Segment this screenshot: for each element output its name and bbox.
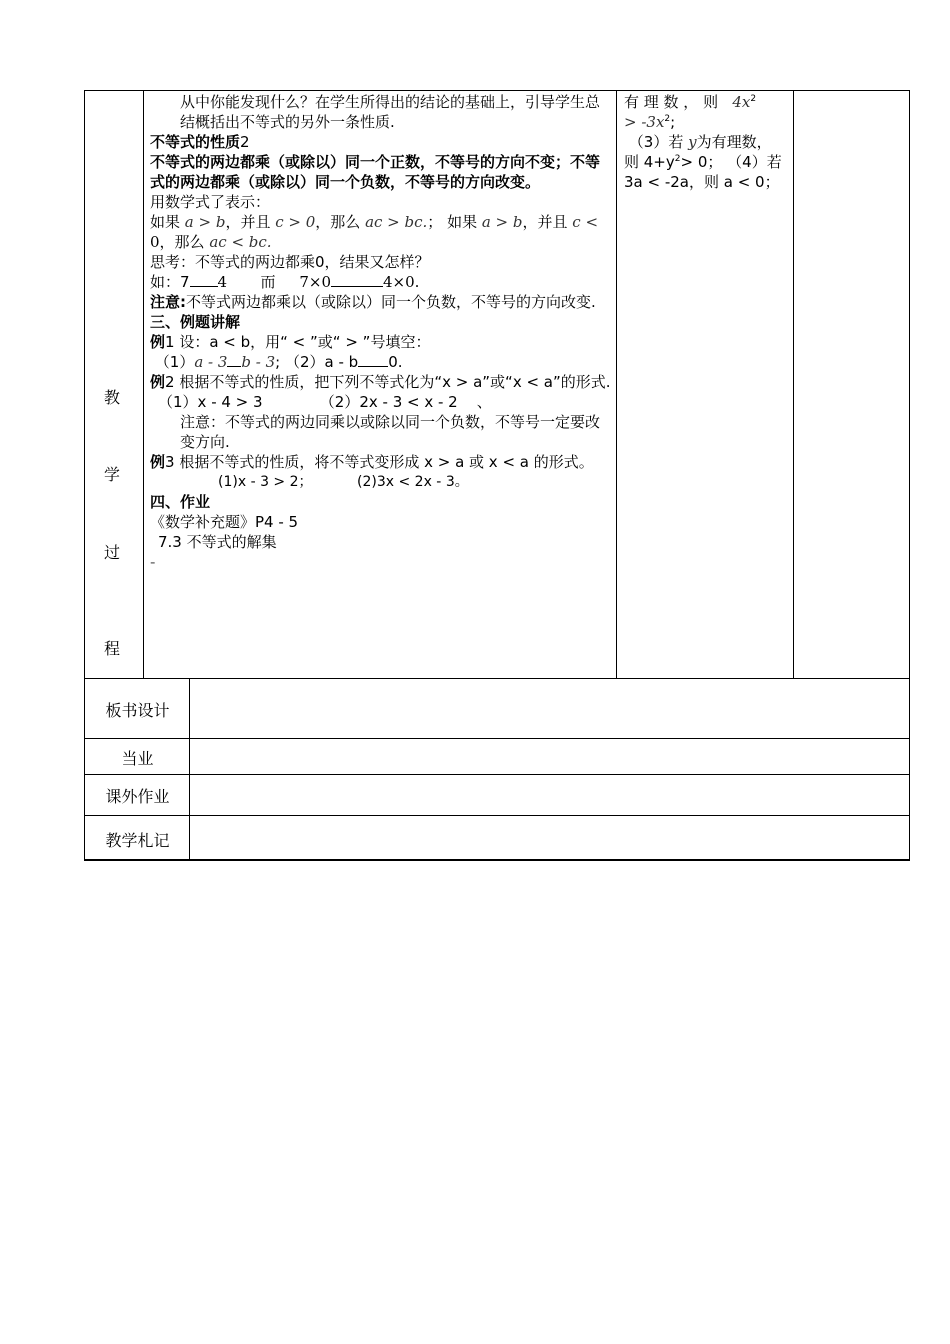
right-line-2-expr: > -3x (624, 113, 665, 131)
right-line-4-end: > 0； （4）若 (680, 153, 782, 171)
side-label-char-3: 过 (104, 543, 121, 562)
example-2-text: 2 根据不等式的性质，把下列不等式化为“x > a”或“x < a”的形式. (165, 373, 611, 391)
row-label-dangye: 当业 (121, 749, 154, 768)
right-line-5: 3a < -2a，则 a < 0； (624, 173, 780, 191)
example-2-label: 例 (150, 373, 166, 391)
example-2 (150, 372, 612, 392)
right-line-3 (624, 132, 788, 152)
homework-ref: 《数学补充题》P4 - 5 (150, 513, 299, 531)
right-line-3-end: 为有理数， (696, 133, 772, 151)
formula-a-gt-b: a > b (184, 213, 226, 231)
formula-intro: 用数学式了表示： (150, 193, 271, 211)
divider-label-col (143, 91, 144, 678)
divider-right-extra (793, 91, 794, 678)
example-3-items: (1)x - 3 > 2； (2)3x < 2x - 3。 (218, 474, 469, 490)
example-1-item-2: ; （2）a - b (275, 353, 359, 371)
teaching-process-content (150, 92, 612, 572)
example-3-label: 例 (150, 453, 166, 471)
intro-paragraph: 从中你能发现什么？在学生所得出的结论的基础上，引导学生总结概括出不等式的另外一条性质. (180, 93, 601, 131)
divider-main-right (616, 91, 617, 678)
example-1-text: 1 设：a < b，用“ < ”或“ > ”号填空： (165, 333, 431, 351)
example-er: 而 (260, 273, 276, 291)
formula-text-4: ； 如果 (427, 213, 482, 231)
row-label-board-design: 板书设计 (105, 701, 170, 720)
example-3 (150, 452, 612, 472)
divider-row-3 (85, 774, 909, 775)
right-line-4-text: 则 4+y (624, 153, 675, 171)
blank-3 (227, 352, 241, 367)
property-title-text: 不等式的性质 (150, 133, 241, 151)
row-label-teaching-notes: 教学札记 (105, 831, 170, 850)
example-1-item-1-num: （1） (154, 353, 195, 371)
property-number: 2 (240, 133, 250, 151)
note-label: 注意: (150, 293, 186, 311)
section-3-title: 三、例题讲解 (150, 313, 241, 331)
trailing-dash: - (150, 553, 156, 571)
formula-zero: 0 (150, 233, 160, 251)
note-text: 不等式两边都乘以（或除以）同一个负数，不等号的方向改变. (186, 293, 596, 311)
formula-text-1: 如果 (150, 213, 185, 231)
blank-4 (358, 352, 388, 367)
divider-row-2 (85, 738, 909, 739)
right-line-2 (624, 112, 788, 132)
right-line-1-sup: 2 (750, 94, 757, 104)
divider-bottom-label-col (189, 678, 190, 860)
example-line (150, 272, 612, 292)
example-4x0: 4×0. (383, 273, 420, 291)
example-2-items: （1）x - 4 > 3 （2）2x - 3 < x - 2 、 (158, 393, 492, 411)
divider-row-1 (85, 678, 909, 679)
formula-text-2: ，并且 (225, 213, 276, 231)
formula-c-gt-0: c > 0 (275, 213, 316, 231)
right-line-1-text: 有 理 数 ， 则 (624, 93, 719, 111)
formula-text-7: ，那么 (159, 233, 210, 251)
example-1-item-2-end: 0. (388, 353, 403, 371)
example-7x0: 7×0 (299, 273, 331, 291)
right-line-1 (624, 92, 788, 112)
formula-statement (150, 212, 612, 252)
right-line-3-y: y (688, 133, 697, 151)
example-1-expr-b: b - 3 (241, 353, 276, 371)
side-label-char-1: 教 (104, 388, 121, 407)
formula-c-lt: c < (572, 213, 599, 231)
formula-ac-gt-bc: ac > bc. (365, 213, 428, 231)
example-1-label: 例 (150, 333, 166, 351)
next-section: 7.3 不等式的解集 (158, 533, 277, 551)
right-line-1-expr: 4x (732, 93, 751, 111)
right-line-4-sup: 2 (674, 154, 681, 164)
right-line-3-text: （3）若 (628, 133, 689, 151)
right-line-2-end: ; (670, 113, 676, 131)
formula-text-3: ，那么 (315, 213, 366, 231)
note-2: 注意：不等式的两边同乘以或除以同一个负数，不等号一定要改变方向. (180, 413, 601, 451)
example-seven: 如：7 (150, 273, 190, 291)
example-3-text: 3 根据不等式的性质，将不等式变形成 x > a 或 x < a 的形式。 (165, 453, 594, 471)
example-1 (150, 332, 612, 352)
think-question: 思考：不等式的两边都乘0，结果又怎样？ (150, 253, 430, 271)
note-paragraph (150, 292, 612, 312)
example-1-items (150, 352, 612, 372)
right-column-content (624, 92, 788, 192)
row-label-homework: 课外作业 (105, 787, 170, 806)
side-label-char-2: 学 (104, 465, 121, 484)
section-4-title: 四、作业 (150, 493, 211, 511)
divider-row-4 (85, 815, 909, 816)
formula-a-gt-b-2: a > b (481, 213, 523, 231)
formula-text-5: ，并且 (522, 213, 573, 231)
blank-2 (331, 272, 383, 287)
blank-1 (190, 272, 218, 287)
formula-ac-lt-bc: ac < bc. (209, 233, 272, 251)
property-title (150, 132, 612, 152)
property-statement: 不等式的两边都乘（或除以）同一个正数，不等号的方向不变；不等式的两边都乘（或除以）同一个负数，不等号的方向改变。 (150, 153, 601, 191)
example-1-expr-a: a - 3 (194, 353, 228, 371)
side-label-char-4: 程 (104, 639, 121, 658)
example-four: 4 (217, 273, 228, 291)
right-line-4 (624, 152, 788, 172)
right-line-2-sup: 2 (664, 114, 671, 124)
